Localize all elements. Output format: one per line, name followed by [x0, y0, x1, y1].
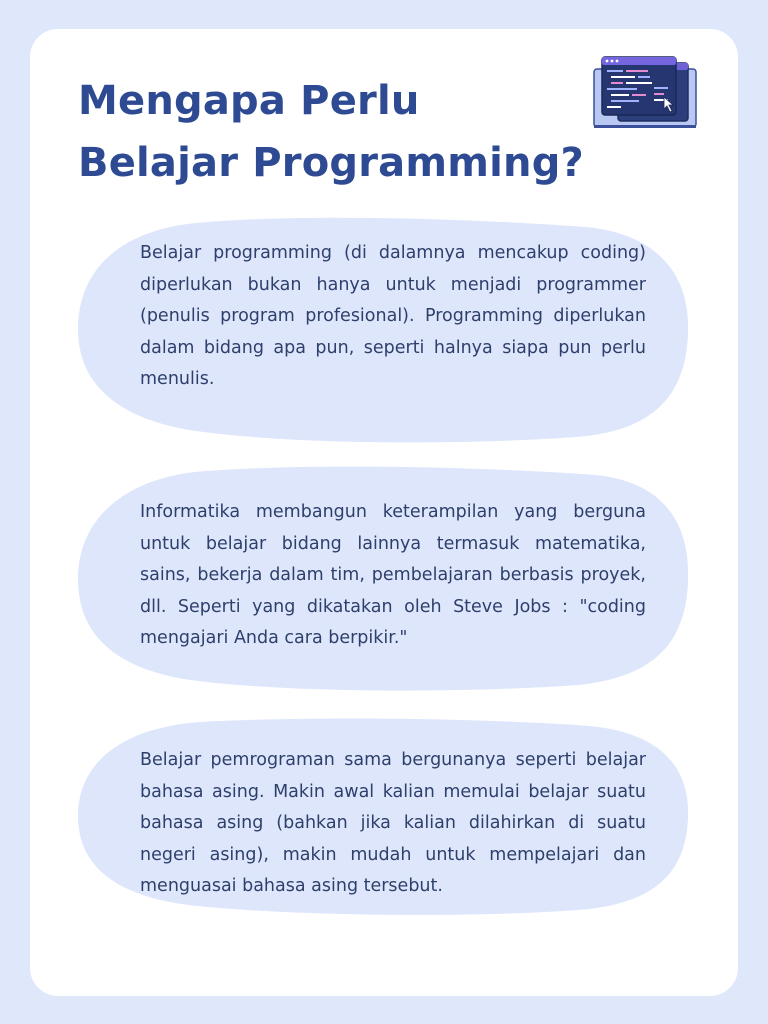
info-blob-2 — [76, 463, 692, 693]
title-line-1: Mengapa Perlu — [78, 78, 420, 124]
info-blob-1 — [76, 213, 692, 445]
title-line-2: Belajar Programming? — [78, 140, 584, 186]
paragraph-1: Belajar programming (di dalamnya mencakup coding) diperlukan bukan hanya untuk menjadi programmer (penulis program profesional). Programming diperlukan dalam bidang apa pun, seperti halnya siapa pun perlu menulis. — [140, 243, 646, 389]
page-title — [78, 70, 598, 194]
paragraph-3: Belajar pemrograman sama bergunanya seperti belajar bahasa asing. Makin awal kalian memulai belajar suatu bahasa asing (bahkan jika kalian dilahirkan di suatu negeri asing), makin mudah untuk mempelajari dan menguasai bahasa asing tersebut. — [140, 750, 646, 896]
info-blob-3 — [76, 716, 692, 916]
paragraph-2: Informatika membangun keterampilan yang berguna untuk belajar bidang lainnya termasuk matematika, sains, bekerja dalam tim, pembelajaran berbasis proyek, dll. Seperti yang dikatakan oleh Steve Jobs : "coding mengajari Anda cara berpikir." — [140, 502, 646, 648]
code-editor-windows-icon — [592, 55, 700, 131]
